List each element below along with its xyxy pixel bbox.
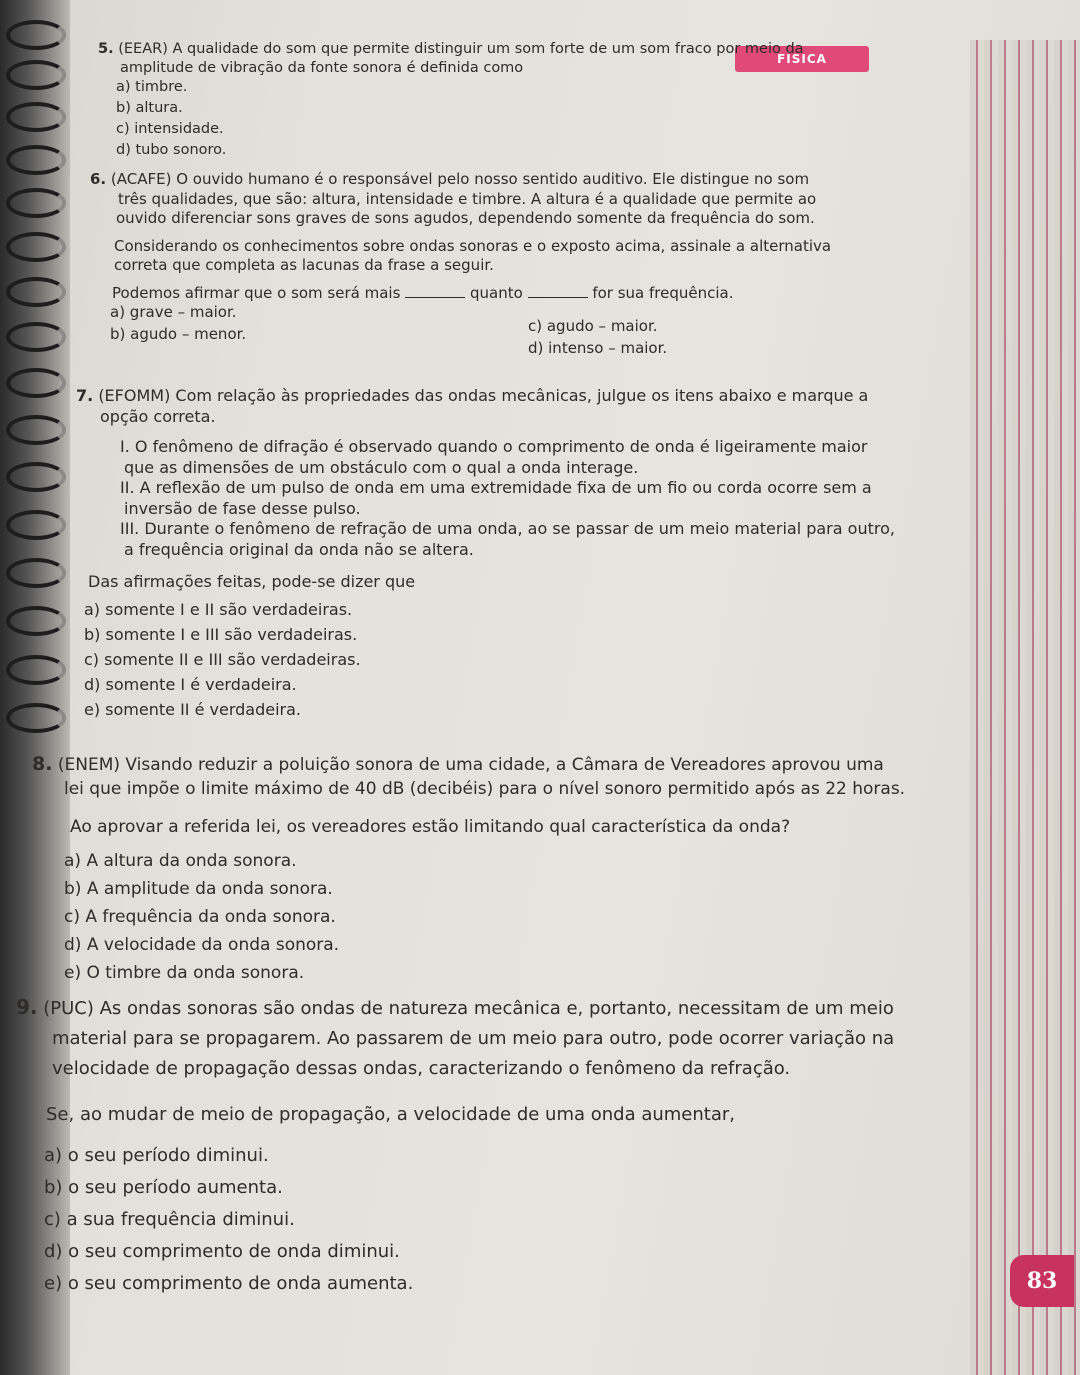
question-text: três qualidades, que são: altura, intensidade e timbre. A altura é a qualidade que permite ao [118,189,817,208]
question-text: opção correta. [100,406,216,426]
option[interactable]: e) O timbre da onda sonora. [64,963,305,983]
option[interactable]: e) o seu comprimento de onda aumenta. [44,1273,414,1294]
question-text: velocidade de propagação dessas ondas, caracterizando o fenômeno da refração. [52,1058,791,1079]
question-text: (PUC) As ondas sonoras são ondas de natureza mecânica e, portanto, necessitam de um meio [43,998,894,1019]
question-lead: Das afirmações feitas, pode-se dizer que [88,572,416,591]
statement: inversão de fase desse pulso. [124,498,361,518]
question-text: correta que completa as lacunas da frase a seguir. [114,256,494,274]
option[interactable]: d) A velocidade da onda sonora. [64,935,340,955]
question-stem: Podemos afirmar que o som será mais [112,283,401,302]
blank-2 [528,297,588,298]
option[interactable]: a) somente I e II são verdadeiras. [84,599,353,619]
option[interactable]: b) o seu período aumenta. [44,1177,283,1198]
option[interactable]: a) timbre. [116,79,188,95]
question-text: (ENEM) Visando reduzir a poluição sonora de uma cidade, a Câmara de Vereadores aprovou uma [57,755,884,775]
option[interactable]: d) somente I é verdadeira. [84,674,297,694]
option[interactable]: c) a sua frequência diminui. [44,1209,295,1230]
question-number: 7. [76,386,94,405]
subject-tag: FÍSICA [735,46,869,72]
question-text: amplitude de vibração da fonte sonora é definida como [120,60,524,76]
option[interactable]: c) somente II e III são verdadeiras. [84,649,361,669]
question-text: material para se propagarem. Ao passarem de um meio para outro, pode ocorrer variação na [52,1028,895,1049]
option[interactable]: c) intensidade. [116,121,224,137]
statement: a frequência original da onda não se altera. [124,539,474,559]
question-lead: Se, ao mudar de meio de propagação, a velocidade de uma onda aumentar, [46,1104,736,1125]
option[interactable]: b) somente I e III são verdadeiras. [84,624,358,644]
question-6 [90,170,832,357]
option[interactable]: e) somente II é verdadeira. [84,699,302,719]
question-text: Considerando os conhecimentos sobre ondas sonoras e o exposto acima, assinale a alternativa [114,236,832,255]
question-stem: quanto [469,283,523,302]
option[interactable]: a) grave – maior. [110,303,237,321]
question-number: 9. [16,995,38,1019]
question-7 [76,386,895,722]
page-number: 83 [1010,1255,1074,1307]
blank-1 [405,297,465,298]
question-9 [16,992,894,1300]
option[interactable]: b) agudo – menor. [110,325,247,343]
option[interactable]: c) A frequência da onda sonora. [64,907,336,927]
question-lead: Ao aprovar a referida lei, os vereadores estão limitando qual característica da onda? [70,817,791,837]
question-text: (ACAFE) O ouvido humano é o responsável pelo nosso sentido auditivo. Ele distingue no som [110,170,810,188]
question-text: (EEAR) A qualidade do som que permite distinguir um som forte de um som fraco por meio da [118,41,804,57]
statement: que as dimensões de um obstáculo com o qual a onda interage. [124,457,639,477]
option[interactable]: d) intenso – maior. [528,339,668,357]
option[interactable]: a) A altura da onda sonora. [64,851,297,871]
question-stem: for sua frequência. [592,283,734,302]
option[interactable]: c) agudo – maior. [528,317,658,335]
statement: II. A reflexão de um pulso de onda em uma extremidade fixa de um fio ou corda ocorre sem a [120,478,872,497]
question-number: 5. [98,41,114,57]
question-text: lei que impõe o limite máximo de 40 dB (decibéis) para o nível sonoro permitido após as 22 horas. [64,779,906,799]
statement: I. O fenômeno de difração é observado quando o comprimento de onda é ligeiramente maior [120,437,868,456]
option[interactable]: d) o seu comprimento de onda diminui. [44,1241,400,1262]
question-text: ouvido diferenciar sons graves de sons agudos, dependendo somente da frequência do som. [116,209,815,227]
question-number: 8. [32,753,53,775]
option[interactable]: b) A amplitude da onda sonora. [64,879,333,899]
question-5 [98,40,804,160]
question-8 [32,752,905,987]
statement: III. Durante o fenômeno de refração de uma onda, ao se passar de um meio material para outro, [120,519,895,538]
question-text: (EFOMM) Com relação às propriedades das ondas mecânicas, julgue os itens abaixo e marque a [98,386,869,405]
question-number: 6. [90,170,107,188]
option[interactable]: a) o seu período diminui. [44,1145,269,1166]
option[interactable]: b) altura. [116,100,183,116]
option[interactable]: d) tubo sonoro. [116,142,227,158]
